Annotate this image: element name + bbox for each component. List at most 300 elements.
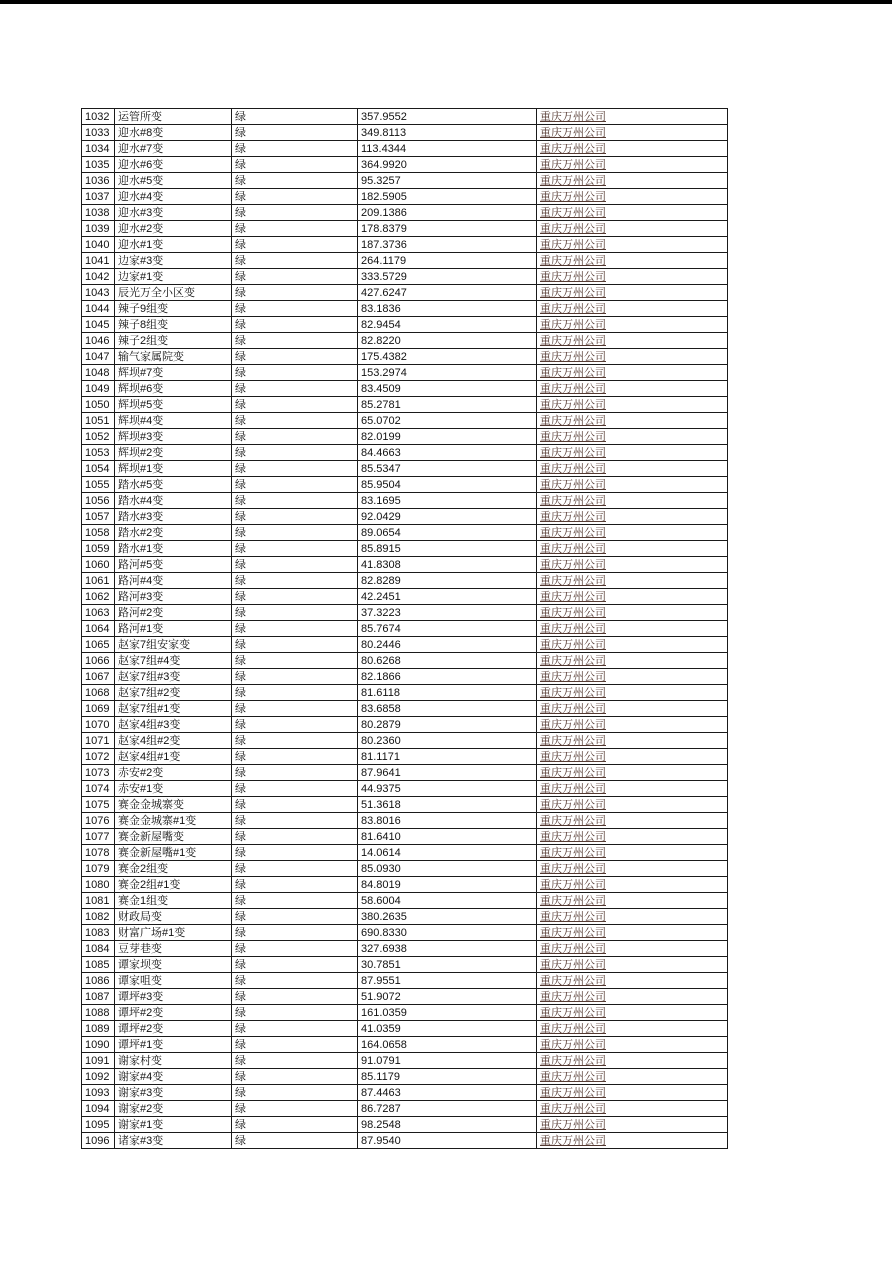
cell-value: 82.8220 [358, 333, 537, 349]
cell-status: 绿 [232, 893, 358, 909]
cell-company [537, 445, 728, 461]
cell-status: 绿 [232, 1005, 358, 1021]
company-link[interactable]: 重庆万州公司 [540, 414, 606, 427]
cell-value: 92.0429 [358, 509, 537, 525]
cell-value: 113.4344 [358, 141, 537, 157]
table-row [82, 445, 728, 461]
company-link[interactable]: 重庆万州公司 [540, 558, 606, 571]
cell-value: 95.3257 [358, 173, 537, 189]
table-row [82, 253, 728, 269]
table-row [82, 717, 728, 733]
cell-name: 路河#1变 [115, 621, 232, 637]
cell-name: 边家#1变 [115, 269, 232, 285]
cell-id: 1065 [82, 637, 115, 653]
company-link[interactable]: 重庆万州公司 [540, 990, 606, 1003]
cell-id: 1068 [82, 685, 115, 701]
company-link[interactable]: 重庆万州公司 [540, 766, 606, 779]
company-link[interactable]: 重庆万州公司 [540, 1134, 606, 1147]
company-link[interactable]: 重庆万州公司 [540, 286, 606, 299]
cell-name: 财政局变 [115, 909, 232, 925]
cell-value: 58.6004 [358, 893, 537, 909]
cell-status: 绿 [232, 813, 358, 829]
cell-status: 绿 [232, 269, 358, 285]
cell-name: 辉坝#3变 [115, 429, 232, 445]
company-link[interactable]: 重庆万州公司 [540, 158, 606, 171]
cell-company [537, 317, 728, 333]
cell-status: 绿 [232, 253, 358, 269]
table-row [82, 1069, 728, 1085]
company-link[interactable]: 重庆万州公司 [540, 1054, 606, 1067]
cell-name: 赛金新屋嘴#1变 [115, 845, 232, 861]
company-link[interactable]: 重庆万州公司 [540, 910, 606, 923]
cell-company [537, 221, 728, 237]
company-link[interactable]: 重庆万州公司 [540, 878, 606, 891]
cell-id: 1076 [82, 813, 115, 829]
cell-id: 1080 [82, 877, 115, 893]
cell-company [537, 781, 728, 797]
company-link[interactable]: 重庆万州公司 [540, 318, 606, 331]
cell-value: 83.4509 [358, 381, 537, 397]
table-row [82, 333, 728, 349]
table-row [82, 781, 728, 797]
cell-status: 绿 [232, 541, 358, 557]
cell-name: 赛金金城寨变 [115, 797, 232, 813]
cell-company [537, 1005, 728, 1021]
cell-id: 1038 [82, 205, 115, 221]
cell-name: 赵家7组安家变 [115, 637, 232, 653]
cell-name: 迎水#2变 [115, 221, 232, 237]
cell-name: 谢家#1变 [115, 1117, 232, 1133]
cell-status: 绿 [232, 333, 358, 349]
cell-name: 赛金1组变 [115, 893, 232, 909]
cell-id: 1033 [82, 125, 115, 141]
cell-value: 81.6118 [358, 685, 537, 701]
cell-id: 1084 [82, 941, 115, 957]
company-link[interactable]: 重庆万州公司 [540, 606, 606, 619]
cell-status: 绿 [232, 749, 358, 765]
company-link[interactable]: 重庆万州公司 [540, 126, 606, 139]
cell-status: 绿 [232, 461, 358, 477]
cell-status: 绿 [232, 1101, 358, 1117]
cell-value: 85.2781 [358, 397, 537, 413]
table-row [82, 141, 728, 157]
cell-id: 1061 [82, 573, 115, 589]
cell-id: 1054 [82, 461, 115, 477]
company-link[interactable]: 重庆万州公司 [540, 142, 606, 155]
company-link[interactable]: 重庆万州公司 [540, 238, 606, 251]
cell-name: 谭坪#2变 [115, 1021, 232, 1037]
cell-company [537, 493, 728, 509]
cell-status: 绿 [232, 797, 358, 813]
table-row [82, 797, 728, 813]
cell-name: 财富广场#1变 [115, 925, 232, 941]
cell-value: 327.6938 [358, 941, 537, 957]
company-link[interactable]: 重庆万州公司 [540, 398, 606, 411]
cell-value: 37.3223 [358, 605, 537, 621]
cell-id: 1094 [82, 1101, 115, 1117]
cell-status: 绿 [232, 125, 358, 141]
cell-value: 83.1836 [358, 301, 537, 317]
company-link[interactable]: 重庆万州公司 [540, 670, 606, 683]
cell-id: 1041 [82, 253, 115, 269]
cell-status: 绿 [232, 189, 358, 205]
company-link[interactable]: 重庆万州公司 [540, 302, 606, 315]
cell-name: 踏水#1变 [115, 541, 232, 557]
table-row [82, 845, 728, 861]
cell-id: 1085 [82, 957, 115, 973]
company-link[interactable]: 重庆万州公司 [540, 190, 606, 203]
cell-value: 175.4382 [358, 349, 537, 365]
company-link[interactable]: 重庆万州公司 [540, 510, 606, 523]
cell-id: 1091 [82, 1053, 115, 1069]
cell-id: 1074 [82, 781, 115, 797]
table-row [82, 301, 728, 317]
cell-name: 赵家7组#2变 [115, 685, 232, 701]
cell-status: 绿 [232, 1133, 358, 1149]
cell-status: 绿 [232, 605, 358, 621]
table-row [82, 413, 728, 429]
company-link[interactable]: 重庆万州公司 [540, 654, 606, 667]
company-link[interactable]: 重庆万州公司 [540, 1006, 606, 1019]
table-row [82, 493, 728, 509]
cell-value: 51.9072 [358, 989, 537, 1005]
cell-value: 84.4663 [358, 445, 537, 461]
company-link[interactable]: 重庆万州公司 [540, 782, 606, 795]
cell-value: 82.8289 [358, 573, 537, 589]
cell-company [537, 381, 728, 397]
cell-company [537, 125, 728, 141]
cell-id: 1064 [82, 621, 115, 637]
cell-status: 绿 [232, 669, 358, 685]
table-row [82, 1037, 728, 1053]
cell-status: 绿 [232, 733, 358, 749]
company-link[interactable]: 重庆万州公司 [540, 350, 606, 363]
cell-id: 1067 [82, 669, 115, 685]
cell-value: 85.9504 [358, 477, 537, 493]
cell-company [537, 605, 728, 621]
company-link[interactable]: 重庆万州公司 [540, 1070, 606, 1083]
cell-name: 谢家#2变 [115, 1101, 232, 1117]
cell-value: 87.9641 [358, 765, 537, 781]
company-link[interactable]: 重庆万州公司 [540, 174, 606, 187]
cell-value: 178.8379 [358, 221, 537, 237]
company-link[interactable]: 重庆万州公司 [540, 1022, 606, 1035]
cell-id: 1055 [82, 477, 115, 493]
cell-company [537, 669, 728, 685]
cell-name: 赵家4组#3变 [115, 717, 232, 733]
table-row [82, 1053, 728, 1069]
cell-name: 辉坝#2变 [115, 445, 232, 461]
cell-status: 绿 [232, 861, 358, 877]
cell-id: 1052 [82, 429, 115, 445]
company-link[interactable]: 重庆万州公司 [540, 574, 606, 587]
company-link[interactable]: 重庆万州公司 [540, 1118, 606, 1131]
company-link[interactable]: 重庆万州公司 [540, 478, 606, 491]
cell-id: 1066 [82, 653, 115, 669]
company-link[interactable]: 重庆万州公司 [540, 366, 606, 379]
cell-value: 41.0359 [358, 1021, 537, 1037]
top-border-bar [0, 0, 892, 4]
cell-status: 绿 [232, 509, 358, 525]
company-link[interactable]: 重庆万州公司 [540, 638, 606, 651]
company-link[interactable]: 重庆万州公司 [540, 430, 606, 443]
cell-id: 1081 [82, 893, 115, 909]
cell-status: 绿 [232, 557, 358, 573]
company-link[interactable]: 重庆万州公司 [540, 254, 606, 267]
company-link[interactable]: 重庆万州公司 [540, 958, 606, 971]
cell-company [537, 109, 728, 125]
cell-value: 82.9454 [358, 317, 537, 333]
table-row [82, 1101, 728, 1117]
cell-id: 1049 [82, 381, 115, 397]
cell-status: 绿 [232, 717, 358, 733]
cell-company [537, 461, 728, 477]
company-link[interactable]: 重庆万州公司 [540, 734, 606, 747]
cell-company [537, 941, 728, 957]
cell-name: 辉坝#4变 [115, 413, 232, 429]
cell-id: 1083 [82, 925, 115, 941]
cell-name: 谭坪#1变 [115, 1037, 232, 1053]
cell-company [537, 957, 728, 973]
cell-name: 谢家#4变 [115, 1069, 232, 1085]
cell-id: 1048 [82, 365, 115, 381]
table-row [82, 685, 728, 701]
cell-company [537, 733, 728, 749]
cell-value: 14.0614 [358, 845, 537, 861]
cell-value: 80.6268 [358, 653, 537, 669]
company-link[interactable]: 重庆万州公司 [540, 894, 606, 907]
table-row [82, 461, 728, 477]
cell-name: 赤安#2变 [115, 765, 232, 781]
cell-name: 路河#4变 [115, 573, 232, 589]
cell-company [537, 877, 728, 893]
cell-status: 绿 [232, 349, 358, 365]
table-row [82, 349, 728, 365]
cell-status: 绿 [232, 701, 358, 717]
cell-name: 踏水#2变 [115, 525, 232, 541]
cell-id: 1046 [82, 333, 115, 349]
cell-name: 运管所变 [115, 109, 232, 125]
cell-status: 绿 [232, 109, 358, 125]
cell-name: 赛金金城寨#1变 [115, 813, 232, 829]
cell-value: 41.8308 [358, 557, 537, 573]
cell-value: 209.1386 [358, 205, 537, 221]
company-link[interactable]: 重庆万州公司 [540, 462, 606, 475]
cell-value: 357.9552 [358, 109, 537, 125]
table-row [82, 1005, 728, 1021]
company-link[interactable]: 重庆万州公司 [540, 222, 606, 235]
cell-value: 44.9375 [358, 781, 537, 797]
company-link[interactable]: 重庆万州公司 [540, 926, 606, 939]
company-link[interactable]: 重庆万州公司 [540, 1038, 606, 1051]
spreadsheet-table [81, 108, 728, 1149]
cell-name: 赛金2组#1变 [115, 877, 232, 893]
company-link[interactable]: 重庆万州公司 [540, 1086, 606, 1099]
company-link[interactable]: 重庆万州公司 [540, 206, 606, 219]
table-row [82, 973, 728, 989]
cell-name: 谭家坝变 [115, 957, 232, 973]
cell-company [537, 1085, 728, 1101]
cell-name: 赵家4组#1变 [115, 749, 232, 765]
cell-company [537, 285, 728, 301]
table-row [82, 1085, 728, 1101]
cell-company [537, 813, 728, 829]
cell-status: 绿 [232, 205, 358, 221]
cell-value: 42.2451 [358, 589, 537, 605]
cell-company [537, 909, 728, 925]
cell-company [537, 301, 728, 317]
cell-name: 踏水#3变 [115, 509, 232, 525]
company-link[interactable]: 重庆万州公司 [540, 830, 606, 843]
company-link[interactable]: 重庆万州公司 [540, 110, 606, 123]
table-row [82, 925, 728, 941]
cell-company [537, 845, 728, 861]
cell-company [537, 637, 728, 653]
cell-status: 绿 [232, 909, 358, 925]
company-link[interactable]: 重庆万州公司 [540, 686, 606, 699]
cell-company [537, 989, 728, 1005]
cell-company [537, 925, 728, 941]
cell-value: 85.5347 [358, 461, 537, 477]
company-link[interactable]: 重庆万州公司 [540, 590, 606, 603]
cell-name: 辉坝#5变 [115, 397, 232, 413]
table-row [82, 317, 728, 333]
cell-id: 1077 [82, 829, 115, 845]
cell-id: 1050 [82, 397, 115, 413]
cell-company [537, 797, 728, 813]
cell-value: 51.3618 [358, 797, 537, 813]
table-row [82, 269, 728, 285]
cell-id: 1059 [82, 541, 115, 557]
cell-id: 1082 [82, 909, 115, 925]
cell-name: 迎水#5变 [115, 173, 232, 189]
cell-value: 81.1171 [358, 749, 537, 765]
company-link[interactable]: 重庆万州公司 [540, 270, 606, 283]
cell-id: 1075 [82, 797, 115, 813]
cell-name: 路河#2变 [115, 605, 232, 621]
cell-status: 绿 [232, 637, 358, 653]
table-row [82, 397, 728, 413]
company-link[interactable]: 重庆万州公司 [540, 1102, 606, 1115]
cell-status: 绿 [232, 653, 358, 669]
cell-value: 349.8113 [358, 125, 537, 141]
company-link[interactable]: 重庆万州公司 [540, 446, 606, 459]
cell-value: 182.5905 [358, 189, 537, 205]
cell-name: 输气家属院变 [115, 349, 232, 365]
cell-value: 82.1866 [358, 669, 537, 685]
table-row [82, 749, 728, 765]
company-link[interactable]: 重庆万州公司 [540, 942, 606, 955]
table-row [82, 1117, 728, 1133]
company-link[interactable]: 重庆万州公司 [540, 974, 606, 987]
cell-id: 1053 [82, 445, 115, 461]
cell-name: 赤安#1变 [115, 781, 232, 797]
cell-name: 迎水#1变 [115, 237, 232, 253]
cell-company [537, 237, 728, 253]
cell-name: 辉坝#1变 [115, 461, 232, 477]
cell-status: 绿 [232, 141, 358, 157]
table-row [82, 157, 728, 173]
cell-company [537, 141, 728, 157]
cell-id: 1096 [82, 1133, 115, 1149]
cell-value: 80.2446 [358, 637, 537, 653]
company-link[interactable]: 重庆万州公司 [540, 862, 606, 875]
cell-name: 赛金2组变 [115, 861, 232, 877]
cell-id: 1087 [82, 989, 115, 1005]
company-link[interactable]: 重庆万州公司 [540, 718, 606, 731]
cell-value: 98.2548 [358, 1117, 537, 1133]
cell-status: 绿 [232, 413, 358, 429]
table-row [82, 173, 728, 189]
company-link[interactable]: 重庆万州公司 [540, 334, 606, 347]
cell-company [537, 189, 728, 205]
cell-name: 迎水#8变 [115, 125, 232, 141]
cell-id: 1070 [82, 717, 115, 733]
cell-value: 85.0930 [358, 861, 537, 877]
cell-name: 赵家7组#1变 [115, 701, 232, 717]
cell-id: 1088 [82, 1005, 115, 1021]
company-link[interactable]: 重庆万州公司 [540, 382, 606, 395]
cell-id: 1090 [82, 1037, 115, 1053]
cell-id: 1036 [82, 173, 115, 189]
cell-company [537, 1021, 728, 1037]
table-row [82, 637, 728, 653]
cell-company [537, 253, 728, 269]
cell-value: 85.7674 [358, 621, 537, 637]
cell-company [537, 429, 728, 445]
cell-id: 1045 [82, 317, 115, 333]
cell-status: 绿 [232, 285, 358, 301]
company-link[interactable]: 重庆万州公司 [540, 814, 606, 827]
company-link[interactable]: 重庆万州公司 [540, 702, 606, 715]
cell-id: 1093 [82, 1085, 115, 1101]
cell-status: 绿 [232, 301, 358, 317]
cell-status: 绿 [232, 973, 358, 989]
cell-company [537, 1101, 728, 1117]
cell-status: 绿 [232, 877, 358, 893]
cell-name: 边家#3变 [115, 253, 232, 269]
cell-name: 踏水#5变 [115, 477, 232, 493]
cell-status: 绿 [232, 829, 358, 845]
cell-value: 85.1179 [358, 1069, 537, 1085]
cell-id: 1069 [82, 701, 115, 717]
cell-company [537, 477, 728, 493]
table-row [82, 861, 728, 877]
cell-id: 1032 [82, 109, 115, 125]
cell-status: 绿 [232, 429, 358, 445]
cell-company [537, 541, 728, 557]
company-link[interactable]: 重庆万州公司 [540, 542, 606, 555]
cell-company [537, 829, 728, 845]
cell-name: 踏水#4变 [115, 493, 232, 509]
cell-value: 83.6858 [358, 701, 537, 717]
company-link[interactable]: 重庆万州公司 [540, 750, 606, 763]
cell-company [537, 557, 728, 573]
company-link[interactable]: 重庆万州公司 [540, 526, 606, 539]
table-row [82, 365, 728, 381]
cell-value: 89.0654 [358, 525, 537, 541]
cell-name: 辉坝#7变 [115, 365, 232, 381]
company-link[interactable]: 重庆万州公司 [540, 798, 606, 811]
table-row [82, 829, 728, 845]
company-link[interactable]: 重庆万州公司 [540, 846, 606, 859]
table-row [82, 989, 728, 1005]
company-link[interactable]: 重庆万州公司 [540, 622, 606, 635]
cell-status: 绿 [232, 685, 358, 701]
cell-value: 80.2879 [358, 717, 537, 733]
company-link[interactable]: 重庆万州公司 [540, 494, 606, 507]
cell-status: 绿 [232, 1037, 358, 1053]
